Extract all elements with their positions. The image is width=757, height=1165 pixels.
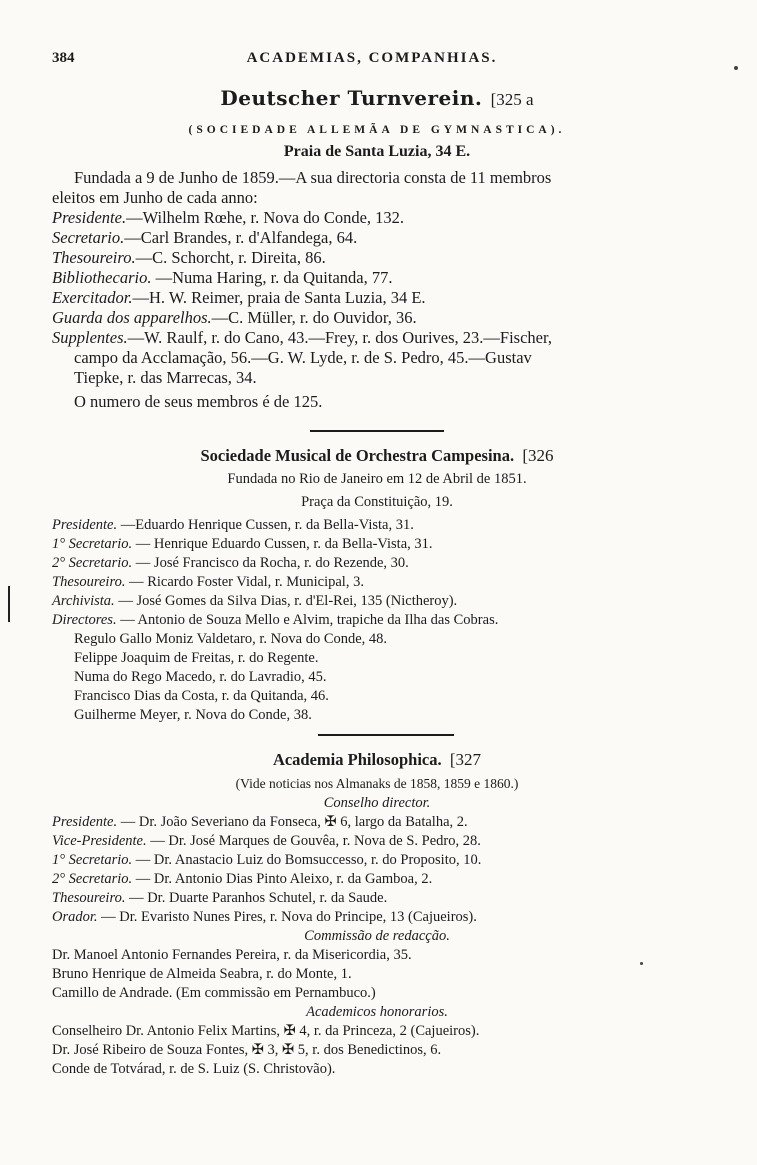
section-327-council-role: Orador.	[52, 909, 98, 925]
section-325-officer-text: —C. Müller, r. do Ouvidor, 36.	[211, 308, 417, 327]
section-326-officer-role: Directores.	[52, 612, 117, 628]
section-326-officer-line	[52, 592, 702, 611]
section-326-officer-role: Presidente.	[52, 517, 118, 533]
section-325-officer-line	[52, 228, 702, 248]
section-325-officer-role: Guarda dos apparelhos.	[52, 308, 212, 327]
section-327-redaction-line: Camillo de Andrade. (Em commissão em Pernambuco.)	[52, 985, 376, 1001]
section-325-supplentes-text-1: —W. Raulf, r. do Cano, 43.—Frey, r. dos Ourives, 23.—Fischer,	[127, 328, 552, 347]
section-326-officer-role: Archivista.	[52, 593, 115, 609]
section-326-title: Sociedade Musical de Orchestra Campesina.	[200, 446, 515, 465]
section-325-supplentes-line-1	[52, 328, 702, 348]
section-325-officer-role: Secretario.	[52, 228, 125, 247]
section-327-redaction-heading: Commissão de redacção.	[304, 928, 450, 944]
section-327-council-role: Thesoureiro.	[52, 890, 126, 906]
section-divider-2	[318, 734, 454, 736]
section-327-heading	[52, 748, 702, 772]
section-327-council-role: Presidente.	[52, 814, 118, 830]
section-327-redaction-line: Dr. Manoel Antonio Fernandes Pereira, r. da Misericordia, 35.	[52, 947, 412, 963]
section-327-note: (Vide noticias nos Almanaks de 1858, 1859 e 1860.)	[235, 776, 519, 791]
section-325-intro-line-1	[52, 168, 702, 188]
section-325-officer-line	[52, 288, 702, 308]
section-326-officer-line	[52, 611, 702, 630]
section-326-director-line: Guilherme Meyer, r. Nova do Conde, 38.	[74, 707, 312, 723]
section-327-council-line	[52, 908, 702, 927]
section-325-intro-line-2: eleitos em Junho de cada anno:	[52, 188, 258, 207]
section-327-title: Academia Philosophica.	[272, 750, 442, 769]
section-326-officer-role: 2° Secretario.	[52, 555, 133, 571]
running-title: ACADEMIAS, COMPANHIAS.	[246, 50, 498, 66]
page-number: 384	[52, 50, 75, 66]
section-326-officer-text: — Henrique Eduardo Cussen, r. da Bella-Vista, 31.	[132, 536, 433, 552]
section-326-officer-role: Thesoureiro.	[52, 574, 126, 590]
section-325-officer-role: Thesoureiro.	[52, 248, 136, 267]
section-326-heading	[52, 444, 702, 468]
section-327-council-text: — Dr. José Marques de Gouvêa, r. Nova de S. Pedro, 28.	[146, 833, 481, 849]
section-327-council-role: 1° Secretario.	[52, 852, 133, 868]
section-325-officer-line	[52, 308, 702, 328]
ink-speck	[640, 962, 643, 965]
section-325-members: O numero de seus membros é de 125.	[74, 392, 323, 411]
section-326-director-line: Francisco Dias da Costa, r. da Quitanda, 46.	[74, 688, 329, 704]
section-325-officer-text: —Wilhelm Rœhe, r. Nova do Conde, 132.	[126, 208, 405, 227]
section-326-officer-role: 1° Secretario.	[52, 536, 133, 552]
section-327-number: [327	[449, 750, 482, 769]
section-326-director-line: Numa do Rego Macedo, r. do Lavradio, 45.	[74, 669, 327, 685]
section-325-intro-text-1: Fundada a 9 de Junho de 1859.—A sua directoria consta de 11 membros	[74, 168, 552, 187]
section-326-officer-line	[52, 573, 702, 592]
section-325-subtitle-text: (SOCIEDADE ALLEMÃA DE GYMNASTICA).	[188, 124, 566, 136]
section-327-council-heading: Conselho director.	[323, 795, 431, 811]
section-327-council-line	[52, 832, 702, 851]
section-327-council-line	[52, 889, 702, 908]
section-327-redaction-line: Bruno Henrique de Almeida Seabra, r. do Monte, 1.	[52, 966, 352, 982]
section-327-council-role: Vice-Presidente.	[52, 833, 147, 849]
section-327-honorary	[52, 1022, 702, 1079]
section-326-officer-text: —Eduardo Henrique Cussen, r. da Bella-Vista, 31.	[117, 517, 414, 533]
section-325	[52, 86, 702, 412]
section-325-supplentes-role: Supplentes.	[52, 328, 128, 347]
section-325-supplentes-line-3: Tiepke, r. das Marrecas, 34.	[74, 368, 257, 387]
section-327-council-role: 2° Secretario.	[52, 871, 133, 887]
section-326-officer-line	[52, 535, 702, 554]
section-327-council-line	[52, 813, 702, 832]
section-327-council-line	[52, 870, 702, 889]
section-325-heading	[52, 86, 702, 112]
section-325-officers	[52, 208, 702, 328]
section-326	[52, 444, 702, 725]
section-325-officer-text: —Numa Haring, r. da Quitanda, 77.	[151, 268, 393, 287]
section-325-officer-text: —Carl Brandes, r. d'Alfandega, 64.	[124, 228, 358, 247]
section-325-officer-line	[52, 268, 702, 288]
section-327-council-text: — Dr. Anastacio Luiz do Bomsuccesso, r. do Proposito, 10.	[132, 852, 482, 868]
running-head	[52, 50, 692, 72]
section-325-officer-text: —C. Schorcht, r. Direita, 86.	[135, 248, 326, 267]
section-327-council-text: — Dr. Antonio Dias Pinto Aleixo, r. da Gamboa, 2.	[132, 871, 433, 887]
section-326-director-line: Felippe Joaquim de Freitas, r. do Regente.	[74, 650, 319, 666]
section-325-officer-role: Exercitador.	[52, 288, 133, 307]
section-325-title: Deutscher Turnverein.	[220, 86, 483, 110]
section-326-officer-text: — José Francisco da Rocha, r. do Rezende, 30.	[132, 555, 409, 571]
section-327-council-text: — Dr. Evaristo Nunes Pires, r. Nova do Principe, 13 (Cajueiros).	[97, 909, 477, 925]
section-divider-1	[310, 430, 444, 432]
section-327-council-line	[52, 851, 702, 870]
section-325-address: Praia de Santa Luzia, 34 E.	[283, 143, 471, 160]
section-325-subtitle	[52, 118, 702, 140]
section-326-officer-line	[52, 516, 702, 535]
section-326-officer-line	[52, 554, 702, 573]
section-327-council-text: — Dr. Duarte Paranhos Schutel, r. da Saude.	[125, 890, 388, 906]
section-327	[52, 748, 702, 1079]
margin-ink-mark	[8, 586, 10, 622]
section-326-address: Praça da Constituição, 19.	[301, 494, 453, 510]
section-326-officer-text: — Ricardo Foster Vidal, r. Municipal, 3.	[125, 574, 364, 590]
section-326-directors	[52, 630, 702, 725]
ink-speck	[734, 66, 738, 70]
section-326-founded: Fundada no Rio de Janeiro em 12 de Abril de 1851.	[227, 471, 527, 487]
section-326-officer-text: — Antonio de Souza Mello e Alvim, trapiche da Ilha das Cobras.	[116, 612, 499, 628]
section-325-number: [325 a	[490, 90, 534, 109]
section-327-honorary-line: Conde de Totvárad, r. de S. Luiz (S. Christovão).	[52, 1061, 336, 1077]
section-326-director-line: Regulo Gallo Moniz Valdetaro, r. Nova do Conde, 48.	[74, 631, 388, 647]
section-327-council-text: — Dr. João Severiano da Fonseca, ✠ 6, largo da Batalha, 2.	[117, 814, 468, 830]
section-325-officer-line	[52, 208, 702, 228]
section-327-honorary-line: Dr. José Ribeiro de Souza Fontes, ✠ 3, ✠ 5, r. dos Benedictinos, 6.	[52, 1042, 442, 1058]
section-326-number: [326	[522, 446, 554, 465]
section-326-officer-text: — José Gomes da Silva Dias, r. d'El-Rei, 135 (Nictheroy).	[114, 593, 458, 609]
section-327-honorary-heading: Academicos honorarios.	[306, 1004, 448, 1020]
section-325-supplentes-line-2: campo da Acclamação, 56.—G. W. Lyde, r. de S. Pedro, 45.—Gustav	[74, 348, 532, 367]
section-327-council	[52, 813, 702, 927]
section-327-honorary-line: Conselheiro Dr. Antonio Felix Martins, ✠ 4, r. da Princeza, 2 (Cajueiros).	[52, 1023, 480, 1039]
section-325-officer-text: —H. W. Reimer, praia de Santa Luzia, 34 E.	[132, 288, 426, 307]
section-326-officers	[52, 516, 702, 630]
section-325-officer-role: Bibliothecario.	[52, 268, 152, 287]
section-325-officer-line	[52, 248, 702, 268]
section-327-redaction	[52, 946, 702, 1003]
section-325-officer-role: Presidente.	[52, 208, 127, 227]
